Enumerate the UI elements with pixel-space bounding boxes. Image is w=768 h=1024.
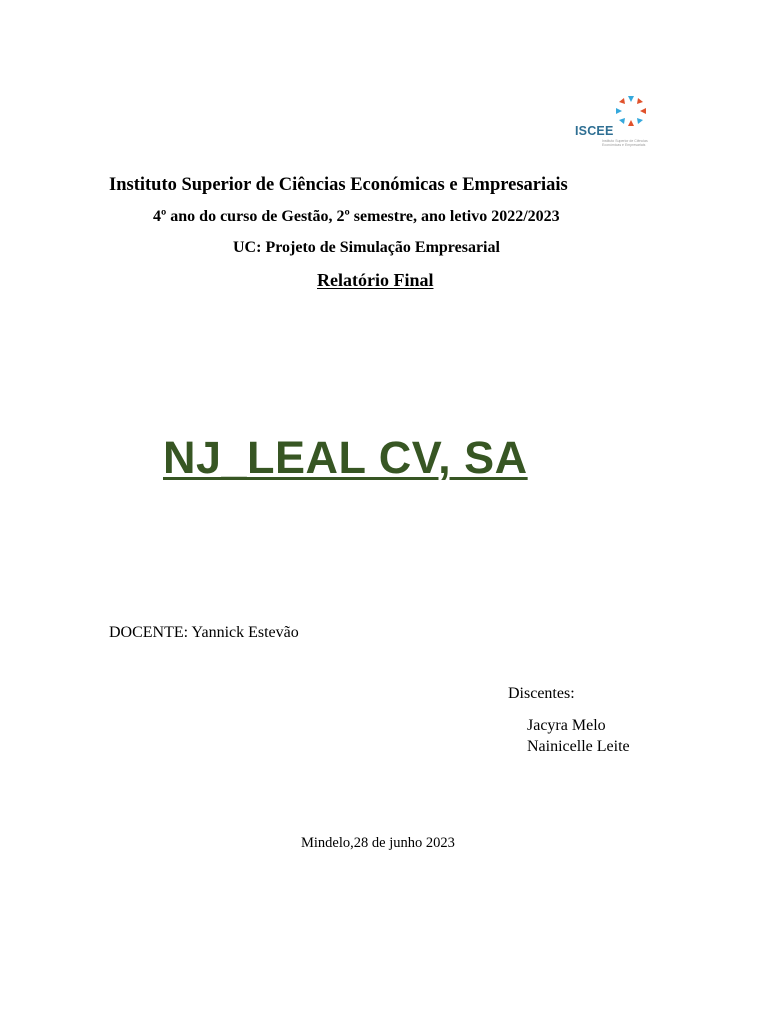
iscee-logo: [568, 86, 658, 160]
report-title: Relatório Final: [317, 270, 434, 290]
curricular-unit: UC: Projeto de Simulação Empresarial: [233, 239, 500, 256]
discentes-label: Discentes:: [508, 685, 575, 702]
docente-line: DOCENTE: Yannick Estevão: [109, 624, 299, 641]
logo-wordmark: ISCEE: [575, 124, 614, 138]
logo-subtitle: Instituto Superior de Ciências Económicas e Empresariais: [602, 139, 648, 147]
company-name: NJ_LEAL CV, SA: [163, 432, 528, 483]
course-info: 4º ano do curso de Gestão, 2º semestre, ano letivo 2022/2023: [153, 208, 560, 225]
student-name: Jacyra Melo: [527, 717, 606, 734]
place-date: Mindelo,28 de junho 2023: [301, 835, 455, 851]
iscee-logo-mark-icon: [568, 86, 658, 160]
institute-name: Instituto Superior de Ciências Económicas e Empresariais: [109, 175, 568, 195]
student-name: Nainicelle Leite: [527, 738, 630, 755]
